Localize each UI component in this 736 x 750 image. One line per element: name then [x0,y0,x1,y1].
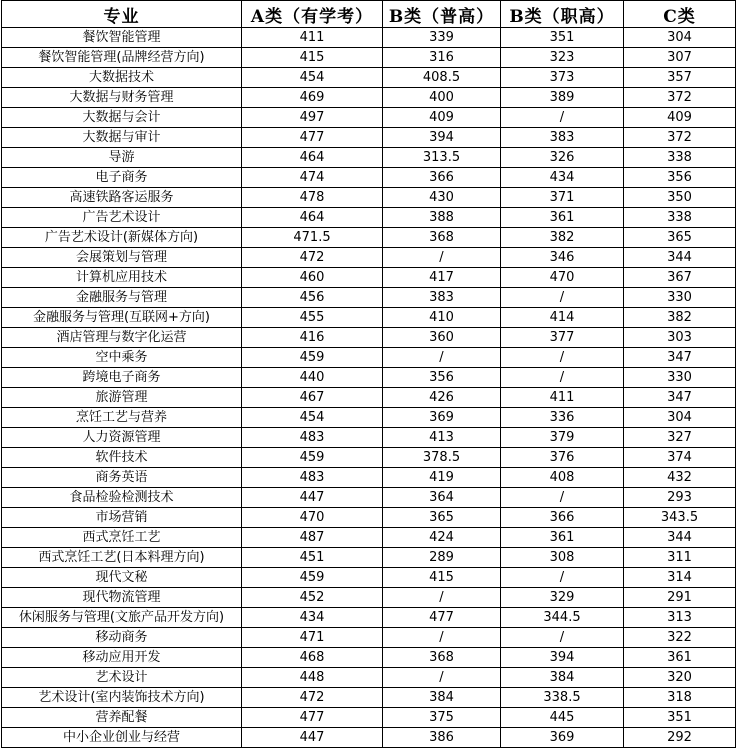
major-cell: 大数据与财务管理 [2,88,242,108]
table-row [2,548,736,568]
class-c-score: 292 [624,728,736,748]
class-c-score: 365 [624,228,736,248]
table-row [2,468,736,488]
class-c-score: 313 [624,608,736,628]
class-a-score: 474 [242,168,383,188]
class-b-general-score: 424 [383,528,501,548]
class-a-score: 451 [242,548,383,568]
table-row [2,588,736,608]
class-b-general-score: 368 [383,648,501,668]
class-c-score: 318 [624,688,736,708]
class-a-score: 447 [242,728,383,748]
table-row [2,128,736,148]
header-class-b-vocational: B类（职高） [501,1,624,28]
table-row [2,348,736,368]
major-cell: 金融服务与管理 [2,288,242,308]
class-b-general-score: 430 [383,188,501,208]
class-a-score: 455 [242,308,383,328]
table-row [2,508,736,528]
class-b-vocational-score: 346 [501,248,624,268]
class-b-vocational-score: 383 [501,128,624,148]
class-c-score: 367 [624,268,736,288]
class-a-score: 483 [242,468,383,488]
major-cell: 移动应用开发 [2,648,242,668]
class-b-vocational-score: 344.5 [501,608,624,628]
class-a-score: 447 [242,488,383,508]
table-row [2,308,736,328]
major-cell: 软件技术 [2,448,242,468]
class-b-vocational-score: 369 [501,728,624,748]
major-cell: 大数据与会计 [2,108,242,128]
class-c-score: 432 [624,468,736,488]
class-b-general-score: 339 [383,28,501,48]
class-b-general-score: 384 [383,688,501,708]
class-c-score: 382 [624,308,736,328]
class-b-vocational-score: 336 [501,408,624,428]
class-b-general-score: 413 [383,428,501,448]
class-b-general-score: 316 [383,48,501,68]
class-c-score: 357 [624,68,736,88]
class-b-general-score: / [383,628,501,648]
class-b-general-score: 365 [383,508,501,528]
table-row [2,48,736,68]
major-cell: 艺术设计 [2,668,242,688]
class-b-vocational-score: 351 [501,28,624,48]
class-b-vocational-score: 361 [501,528,624,548]
table-row [2,328,736,348]
class-c-score: 409 [624,108,736,128]
major-cell: 市场营销 [2,508,242,528]
class-a-score: 487 [242,528,383,548]
class-a-score: 471.5 [242,228,383,248]
major-cell: 食品检验检测技术 [2,488,242,508]
major-cell: 艺术设计(室内装饰技术方向) [2,688,242,708]
class-a-score: 440 [242,368,383,388]
class-c-score: 322 [624,628,736,648]
class-b-vocational-score: 434 [501,168,624,188]
class-b-vocational-score: / [501,288,624,308]
class-a-score: 472 [242,688,383,708]
class-b-general-score: / [383,668,501,688]
class-a-score: 483 [242,428,383,448]
class-c-score: 314 [624,568,736,588]
class-b-general-score: / [383,588,501,608]
class-b-general-score: 419 [383,468,501,488]
class-c-score: 304 [624,28,736,48]
class-a-score: 478 [242,188,383,208]
table-row [2,648,736,668]
class-a-score: 459 [242,448,383,468]
class-a-score: 470 [242,508,383,528]
major-cell: 餐饮智能管理(品牌经营方向) [2,48,242,68]
class-c-score: 372 [624,88,736,108]
major-cell: 跨境电子商务 [2,368,242,388]
class-b-vocational-score: 371 [501,188,624,208]
major-cell: 中小企业创业与经营 [2,728,242,748]
major-cell: 会展策划与管理 [2,248,242,268]
major-cell: 营养配餐 [2,708,242,728]
class-c-score: 361 [624,648,736,668]
table-row [2,448,736,468]
major-cell: 大数据与审计 [2,128,242,148]
class-b-vocational-score: / [501,568,624,588]
table-row [2,568,736,588]
table-row [2,248,736,268]
table-row [2,428,736,448]
class-a-score: 464 [242,148,383,168]
major-cell: 餐饮智能管理 [2,28,242,48]
class-b-vocational-score: 338.5 [501,688,624,708]
table-row [2,228,736,248]
class-c-score: 350 [624,188,736,208]
class-b-general-score: 400 [383,88,501,108]
class-b-general-score: 409 [383,108,501,128]
class-a-score: 454 [242,68,383,88]
major-cell: 旅游管理 [2,388,242,408]
class-b-vocational-score: 445 [501,708,624,728]
class-c-score: 311 [624,548,736,568]
major-cell: 导游 [2,148,242,168]
header-class-a: A类（有学考） [242,1,383,28]
table-row [2,688,736,708]
major-cell: 高速铁路客运服务 [2,188,242,208]
class-c-score: 351 [624,708,736,728]
class-c-score: 303 [624,328,736,348]
major-cell: 计算机应用技术 [2,268,242,288]
class-b-vocational-score: 326 [501,148,624,168]
class-a-score: 416 [242,328,383,348]
class-c-score: 344 [624,528,736,548]
class-b-general-score: / [383,248,501,268]
class-c-score: 347 [624,348,736,368]
table-body [2,28,736,748]
table-row [2,188,736,208]
class-b-vocational-score: / [501,368,624,388]
class-b-general-score: 415 [383,568,501,588]
class-b-general-score: 477 [383,608,501,628]
class-b-vocational-score: 376 [501,448,624,468]
table-row [2,168,736,188]
table-row [2,708,736,728]
major-cell: 电子商务 [2,168,242,188]
class-b-general-score: 410 [383,308,501,328]
class-c-score: 327 [624,428,736,448]
table-row [2,68,736,88]
table-row [2,408,736,428]
header-major: 专业 [2,1,242,28]
class-b-general-score: 408.5 [383,68,501,88]
class-c-score: 307 [624,48,736,68]
class-c-score: 344 [624,248,736,268]
class-b-general-score: 360 [383,328,501,348]
class-a-score: 460 [242,268,383,288]
class-c-score: 338 [624,148,736,168]
class-b-vocational-score: 389 [501,88,624,108]
class-b-vocational-score: / [501,348,624,368]
table-row [2,668,736,688]
header-class-b-general: B类（普高） [383,1,501,28]
class-c-score: 338 [624,208,736,228]
class-b-vocational-score: 408 [501,468,624,488]
major-cell: 酒店管理与数字化运营 [2,328,242,348]
table-row [2,108,736,128]
score-table [1,0,736,748]
class-c-score: 372 [624,128,736,148]
table-row [2,28,736,48]
major-cell: 金融服务与管理(互联网+方向) [2,308,242,328]
class-b-vocational-score: 384 [501,668,624,688]
major-cell: 移动商务 [2,628,242,648]
table-row [2,268,736,288]
major-cell: 西式烹饪工艺(日本料理方向) [2,548,242,568]
table-row [2,288,736,308]
class-a-score: 415 [242,48,383,68]
class-b-general-score: 375 [383,708,501,728]
class-a-score: 467 [242,388,383,408]
major-cell: 商务英语 [2,468,242,488]
table-row [2,88,736,108]
class-b-general-score: 369 [383,408,501,428]
class-a-score: 459 [242,348,383,368]
class-a-score: 456 [242,288,383,308]
class-c-score: 347 [624,388,736,408]
major-cell: 大数据技术 [2,68,242,88]
table-header [2,1,736,28]
class-a-score: 497 [242,108,383,128]
class-b-general-score: 383 [383,288,501,308]
class-b-general-score: 417 [383,268,501,288]
table-row [2,208,736,228]
major-cell: 广告艺术设计 [2,208,242,228]
class-c-score: 374 [624,448,736,468]
class-b-vocational-score: 308 [501,548,624,568]
class-b-vocational-score: 379 [501,428,624,448]
table-row [2,728,736,748]
class-a-score: 448 [242,668,383,688]
class-a-score: 471 [242,628,383,648]
class-b-vocational-score: 361 [501,208,624,228]
table-row [2,608,736,628]
class-b-general-score: 313.5 [383,148,501,168]
class-b-general-score: 378.5 [383,448,501,468]
class-c-score: 291 [624,588,736,608]
table-row [2,388,736,408]
class-b-vocational-score: 329 [501,588,624,608]
class-b-vocational-score: 373 [501,68,624,88]
class-a-score: 477 [242,708,383,728]
class-a-score: 464 [242,208,383,228]
class-a-score: 459 [242,568,383,588]
class-a-score: 469 [242,88,383,108]
class-b-general-score: 289 [383,548,501,568]
class-b-general-score: 386 [383,728,501,748]
major-cell: 人力资源管理 [2,428,242,448]
class-a-score: 434 [242,608,383,628]
class-c-score: 293 [624,488,736,508]
class-c-score: 320 [624,668,736,688]
header-row [2,1,736,28]
class-a-score: 411 [242,28,383,48]
class-a-score: 454 [242,408,383,428]
class-a-score: 472 [242,248,383,268]
class-a-score: 468 [242,648,383,668]
table-row [2,488,736,508]
class-c-score: 343.5 [624,508,736,528]
class-c-score: 304 [624,408,736,428]
class-b-general-score: 394 [383,128,501,148]
class-b-vocational-score: 411 [501,388,624,408]
table-row [2,628,736,648]
class-b-vocational-score: 470 [501,268,624,288]
class-b-vocational-score: 377 [501,328,624,348]
major-cell: 现代物流管理 [2,588,242,608]
class-a-score: 477 [242,128,383,148]
major-cell: 烹饪工艺与营养 [2,408,242,428]
major-cell: 休闲服务与管理(文旅产品开发方向) [2,608,242,628]
major-cell: 西式烹饪工艺 [2,528,242,548]
class-b-vocational-score: 414 [501,308,624,328]
class-b-general-score: 364 [383,488,501,508]
table-row [2,528,736,548]
major-cell: 广告艺术设计(新媒体方向) [2,228,242,248]
class-b-vocational-score: / [501,628,624,648]
major-cell: 空中乘务 [2,348,242,368]
table-row [2,148,736,168]
class-c-score: 330 [624,288,736,308]
class-b-general-score: 368 [383,228,501,248]
class-a-score: 452 [242,588,383,608]
class-b-general-score: / [383,348,501,368]
class-c-score: 356 [624,168,736,188]
class-b-vocational-score: 394 [501,648,624,668]
major-cell: 现代文秘 [2,568,242,588]
header-class-c: C类 [624,1,736,28]
class-b-vocational-score: / [501,488,624,508]
class-c-score: 330 [624,368,736,388]
class-b-vocational-score: 323 [501,48,624,68]
class-b-vocational-score: 382 [501,228,624,248]
table-row [2,368,736,388]
class-b-general-score: 366 [383,168,501,188]
class-b-vocational-score: / [501,108,624,128]
class-b-general-score: 356 [383,368,501,388]
class-b-general-score: 426 [383,388,501,408]
class-b-vocational-score: 366 [501,508,624,528]
class-b-general-score: 388 [383,208,501,228]
